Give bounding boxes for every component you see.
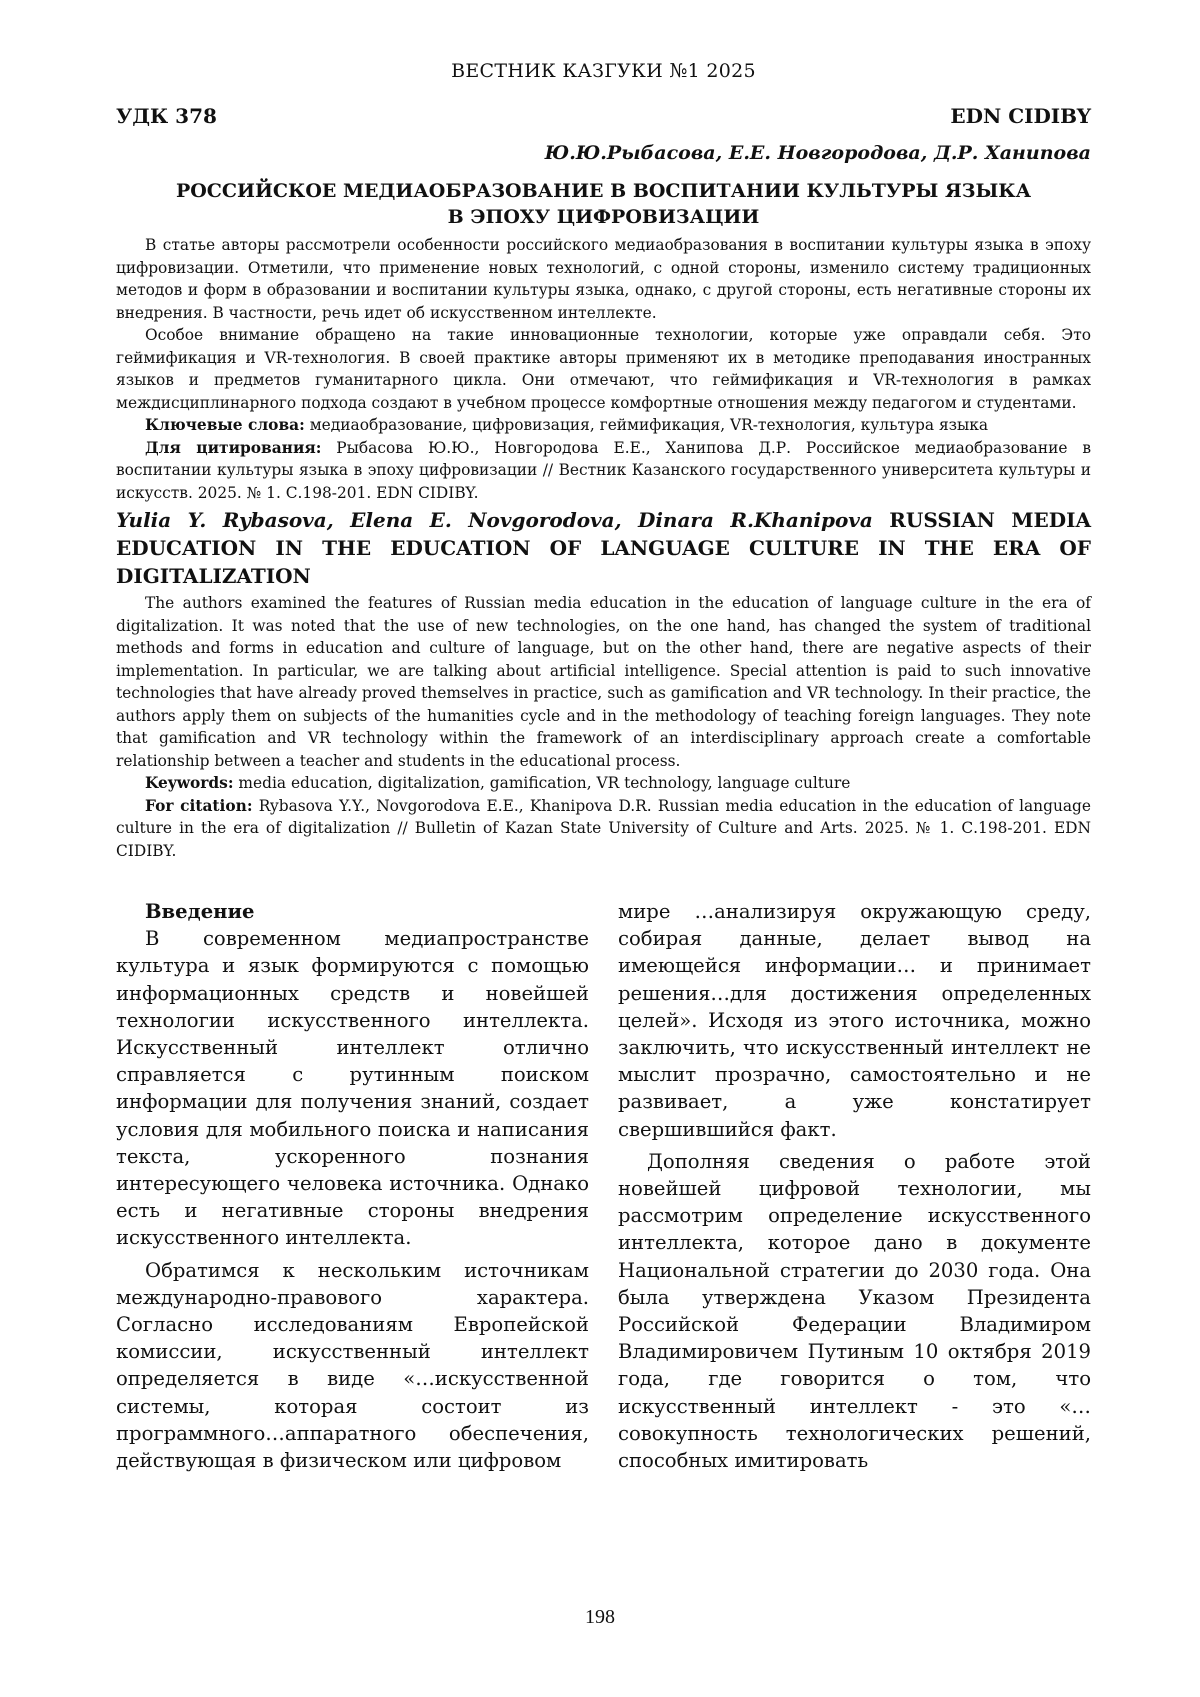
citation-en-text: Rybasova Y.Y., Novgorodova E.E., Khanipova D.R. Russian media education in the education of language culture in the era of digitalization // Bulletin of Kazan State University of Culture and Arts. 2025. № 1. С.198-201. EDN CIDIBY. (116, 796, 1091, 860)
body-left-p1: В современном медиапространстве культура и язык формируются с помощью информационных средств и новейшей технологии искусственного интеллекта. Искусственный интеллект отлично справляется с рутинным поиском информации для получения знаний, создает условия для мобильного поиска и написания текста, ускоренного познания интересующего человека источника. Однако есть и негативные стороны внедрения искусственного интеллекта. (116, 927, 589, 1250)
udk-code: УДК 378 (116, 104, 217, 128)
intro-heading: Введение (145, 900, 255, 923)
title-en (116, 506, 1091, 590)
edn-code: EDN CIDIBY (950, 104, 1091, 128)
keywords-en (116, 772, 1091, 795)
abstract-en: The authors examined the features of Russian media education in the education of language culture in the era of digitalization. It was noted that the use of new technologies, on the one hand, has changed the system of traditional methods and forms in education and culture of language, but on the other hand, there are negative aspects of their implementation. In particular, we are talking about artificial intelligence. Special attention is paid to such innovative technologies that have already proved themselves in practice, such as gamification and VR technology. In their practice, the authors apply them on subjects of the humanities cycle and in the methodology of teaching foreign languages. They note that gamification and VR technology within the framework of an interdisciplinary approach create a comfortable relationship between a teacher and students in the educational process. (116, 594, 1091, 770)
keywords-en-text: media education, digitalization, gamification, VR technology, language culture (233, 774, 851, 792)
body-left-p2: Обратимся к нескольким источникам международно-правового характера. Согласно исследованиям Европейской комиссии, искусственный интеллект определяется в виде «…искусственной системы, которая состоит из программного…аппаратного обеспечения, действующая в физическом или цифровом (116, 1258, 589, 1473)
left-column (116, 898, 589, 1479)
udk-row (116, 104, 1091, 128)
right-column (618, 898, 1091, 1479)
body-columns (116, 898, 1091, 1479)
title-en-text: RUSSIAN MEDIA EDUCATION IN THE EDUCATION OF LANGUAGE CULTURE IN THE ERA OF DIGITALIZATION (116, 508, 1091, 588)
body-right-p1: мире …анализируя окружающую среду, собирая данные, делает вывод на имеющейся информации… и принимает решения…для достижения определенных целей». Исходя из этого источника, можно заключить, что искусственный интеллект не мыслит прозрачно, самостоятельно и не развивает, а уже констатирует свершившийся факт. (618, 900, 1091, 1141)
abstract-ru-p2: Особое внимание обращено на такие инновационные технологии, которые уже оправдали себя. Это геймификация и VR-технология. В своей практике авторы применяют их в методике преподавания иностранных языков и предметов гуманитарного цикла. Они отмечают, что геймификация и VR-технология в рамках междисциплинарного подхода создают в учебном процессе комфортные отношения между педагогом и студентами. (116, 326, 1091, 412)
citation-en-label: For citation: (145, 796, 253, 815)
keywords-ru-label: Ключевые слова: (145, 416, 305, 434)
title-ru (116, 178, 1091, 230)
journal-header: ВЕСТНИК КАЗГУКИ №1 2025 (451, 60, 756, 82)
page-number: 198 (585, 1606, 615, 1628)
keywords-en-label: Keywords: (145, 774, 234, 792)
citation-ru (116, 437, 1091, 505)
keywords-ru (116, 414, 1091, 437)
authors-en: Yulia Y. Rybasova, Elena E. Novgorodova, Dinara R.Khanipova (116, 508, 873, 532)
citation-en (116, 795, 1091, 863)
article-page (116, 60, 1091, 1479)
title-ru-line2: В ЭПОХУ ЦИФРОВИЗАЦИИ (447, 206, 760, 228)
authors-ru: Ю.Ю.Рыбасова, Е.Е. Новгородова, Д.Р. Ханипова (544, 142, 1091, 164)
body-right-p2: Дополняя сведения о работе этой новейшей цифровой технологии, мы рассмотрим определение искусственного интеллекта, которое дано в документе Национальной стратегии до 2030 года. Она была утверждена Указом Президента Российской Федерации Владимиром Владимировичем Путиным 10 октября 2019 года, где говорится о том, что искусственный интеллект - это «…совокупность технологических решений, способных имитировать (618, 1149, 1091, 1473)
title-ru-line1: РОССИЙСКОЕ МЕДИАОБРАЗОВАНИЕ В ВОСПИТАНИИ КУЛЬТУРЫ ЯЗЫКА (175, 180, 1032, 202)
citation-ru-text: Рыбасова Ю.Ю., Новгородова Е.Е., Ханипова Д.Р. Российское медиаобразование в воспитании культуры языка в эпоху цифровизации // Вестник Казанского государственного университета культуры и искусств. 2025. № 1. С.198-201. EDN CIDIBY. (116, 438, 1091, 502)
citation-ru-label: Для цитирования: (145, 438, 322, 457)
abstract-ru-p1: В статье авторы рассмотрели особенности российского медиаобразования в воспитании культуры языка в эпоху цифровизации. Отметили, что применение новых технологий, с одной стороны, изменило систему традиционных методов и форм в образовании и воспитании культуры языка, однако, с другой стороны, есть негативные стороны их внедрения. В частности, речь идет об искусственном интеллекте. (116, 236, 1091, 322)
keywords-ru-text: медиаобразование, цифровизация, геймификация, VR-технология, культура языка (304, 416, 989, 434)
